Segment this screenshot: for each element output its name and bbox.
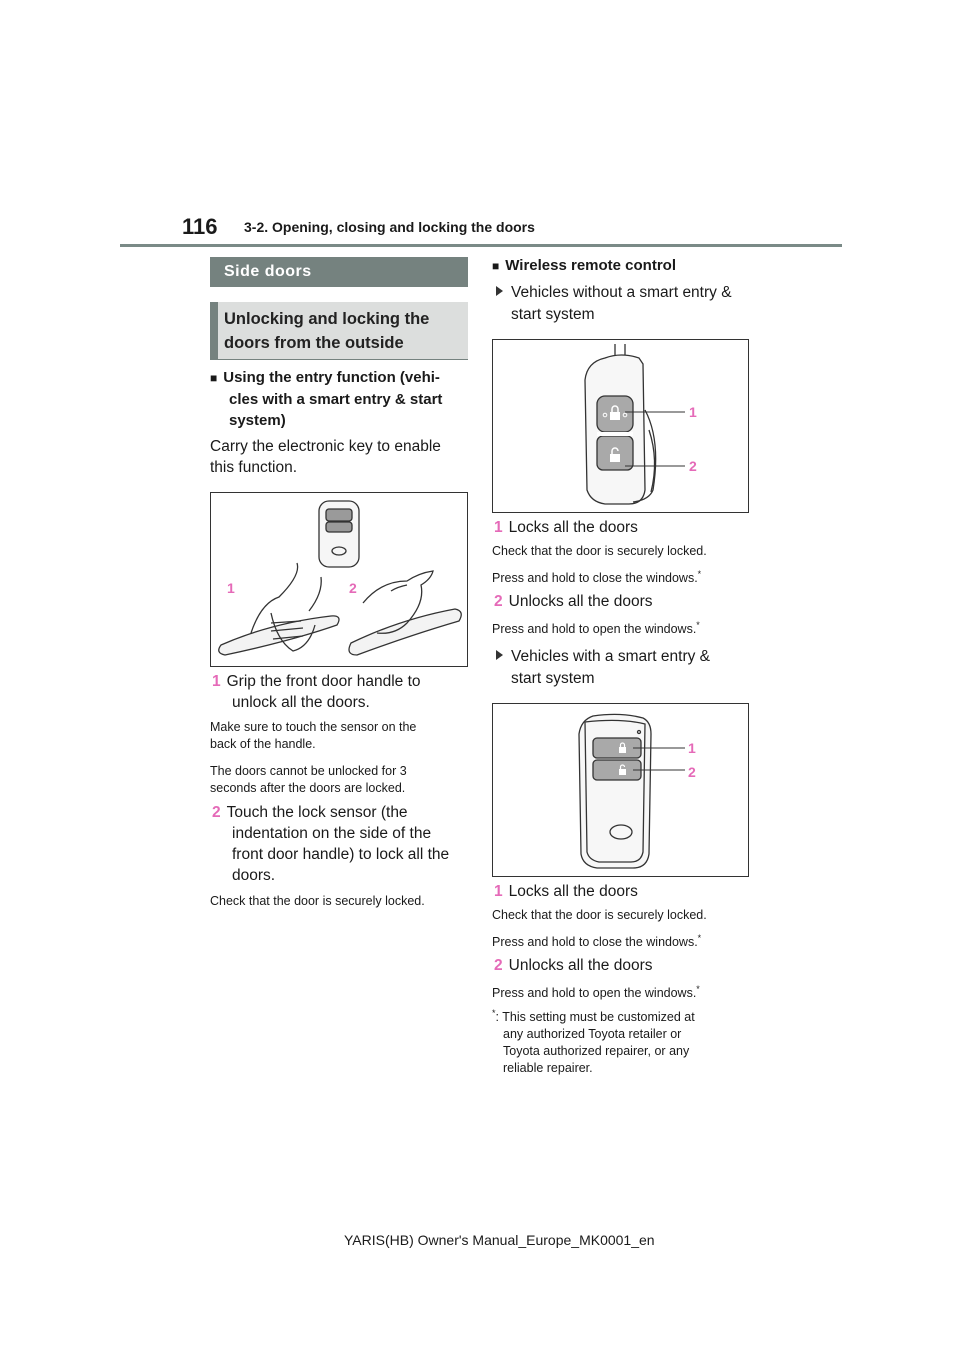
step-2-line: doors. [232, 867, 276, 884]
square-bullet-icon: ■ [492, 259, 500, 273]
footer-text: YARIS(HB) Owner's Manual_Europe_MK0001_en [344, 1232, 655, 1248]
footnote-line: reliable repairer. [503, 1061, 593, 1075]
header-rule [120, 244, 842, 247]
door-handle-right [349, 571, 461, 655]
subtitle-bar [210, 302, 468, 360]
folding-key-figure [492, 339, 749, 513]
step-2-line: front door handle) to lock all the [232, 846, 450, 863]
a-step-2-text: Unlocks all the doors [508, 593, 653, 610]
with-line: Vehicles with a smart entry & [511, 648, 710, 665]
title-bar: Side doors [210, 257, 468, 287]
arrow-bullet-icon [496, 286, 503, 296]
without-smart-entry [496, 282, 756, 326]
entry-heading-line: system) [229, 412, 286, 429]
figure-label-2: 2 [349, 580, 357, 596]
step-2 [212, 802, 472, 886]
door-handle-illustration [211, 493, 467, 666]
entry-heading [210, 367, 470, 431]
asterisk: * [697, 932, 702, 943]
a-note-3-text: Press and hold to open the windows. [492, 622, 697, 636]
step-number: 1 [212, 673, 221, 690]
b-step-1-text: Locks all the doors [508, 883, 638, 900]
step-number: 1 [494, 883, 503, 900]
note-line: seconds after the doors are locked. [210, 781, 406, 795]
step-number: 2 [494, 957, 503, 974]
footnote-line: Toyota authorized repairer, or any [503, 1044, 690, 1058]
asterisk: * [697, 568, 702, 579]
step-number: 2 [494, 593, 503, 610]
b-step-2-text: Unlocks all the doors [508, 957, 653, 974]
figure-label-2: 2 [688, 764, 696, 780]
asterisk: * [492, 1007, 496, 1018]
entry-heading-line: cles with a smart entry & start [229, 391, 443, 408]
entry-heading-line: Using the entry function (vehi- [223, 369, 440, 386]
figure-label-1: 1 [227, 580, 235, 596]
square-bullet-icon: ■ [210, 371, 218, 385]
subtitle-text: Unlocking and locking the doors from the outside [224, 310, 430, 352]
b-note-2 [492, 934, 701, 951]
footnote-line: : This setting must be customized at [495, 1010, 695, 1024]
b-note-1: Check that the door is securely locked. [492, 908, 707, 922]
entry-intro-line: Carry the electronic key to enable [210, 438, 441, 455]
without-line: start system [511, 306, 595, 323]
step-number: 2 [212, 804, 221, 821]
smart-key-icon [579, 714, 651, 868]
smart-key-figure [492, 703, 749, 877]
b-note-2-text: Press and hold to close the windows. [492, 935, 698, 949]
step-1-note-2 [210, 763, 470, 797]
page-number: 116 [182, 214, 218, 239]
folding-key-illustration [493, 340, 748, 512]
step-1-line: Grip the front door handle to [226, 673, 421, 690]
step-1 [212, 671, 472, 713]
wireless-heading [492, 255, 752, 277]
b-step-2 [494, 955, 754, 976]
step-2-note: Check that the door is securely locked. [210, 894, 425, 908]
a-step-1-text: Locks all the doors [508, 519, 638, 536]
smart-key-illustration [493, 704, 748, 876]
b-note-3 [492, 985, 700, 1002]
asterisk: * [696, 619, 700, 630]
figure-label-2: 2 [689, 458, 697, 474]
a-note-2 [492, 570, 701, 587]
a-note-3 [492, 621, 700, 638]
door-handle-left [219, 563, 339, 655]
a-note-2-text: Press and hold to close the windows. [492, 571, 698, 585]
door-handle-figure [210, 492, 468, 667]
figure-label-1: 1 [688, 740, 696, 756]
step-number: 1 [494, 519, 503, 536]
note-line: back of the handle. [210, 737, 316, 751]
note-line: The doors cannot be unlocked for 3 [210, 764, 407, 778]
folding-key-icon [585, 344, 656, 504]
a-step-1 [494, 517, 754, 538]
figure-label-1: 1 [689, 404, 697, 420]
smart-key-icon [319, 501, 359, 567]
step-1-line: unlock all the doors. [232, 694, 370, 711]
step-1-note-1 [210, 719, 470, 753]
step-2-line: indentation on the side of the [232, 825, 432, 842]
entry-intro-line: this function. [210, 459, 298, 476]
b-note-3-text: Press and hold to open the windows. [492, 986, 697, 1000]
a-note-1: Check that the door is securely locked. [492, 544, 707, 558]
wireless-heading-text: Wireless remote control [505, 257, 676, 274]
arrow-bullet-icon [496, 650, 503, 660]
step-2-line: Touch the lock sensor (the [226, 804, 408, 821]
a-step-2 [494, 591, 754, 612]
footnote [492, 1009, 754, 1077]
without-line: Vehicles without a smart entry & [511, 284, 732, 301]
asterisk: * [696, 983, 700, 994]
with-line: start system [511, 670, 595, 687]
entry-intro [210, 436, 470, 478]
footnote-line: any authorized Toyota retailer or [503, 1027, 682, 1041]
note-line: Make sure to touch the sensor on the [210, 720, 417, 734]
b-step-1 [494, 881, 754, 902]
with-smart-entry [496, 646, 756, 690]
section-title: 3-2. Opening, closing and locking the doors [244, 219, 535, 235]
